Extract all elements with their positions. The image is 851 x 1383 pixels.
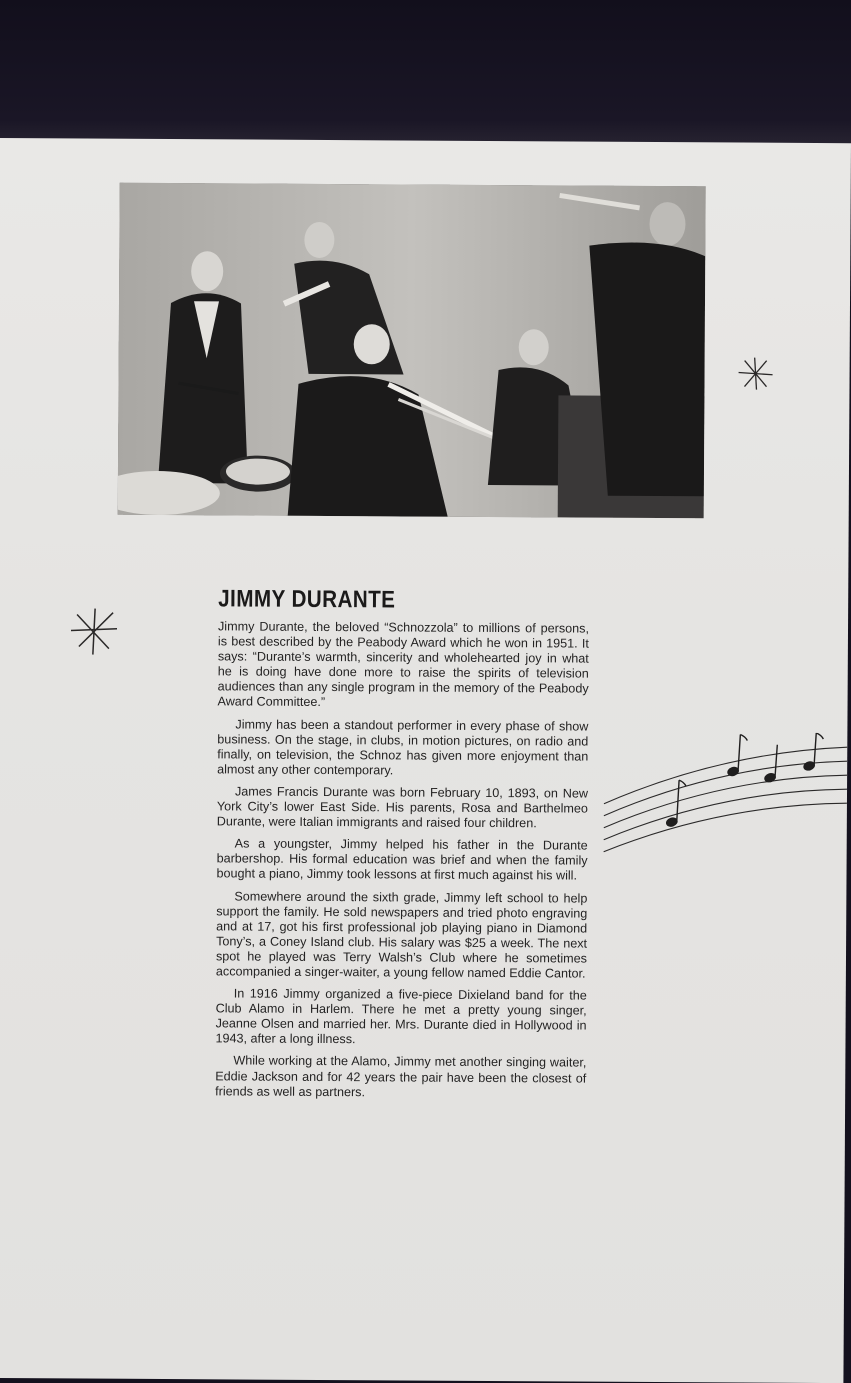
paragraph: While working at the Alamo, Jimmy met another singing waiter, Eddie Jackson and for 42 years the pair have been the closest of friends as well as partners. (215, 1053, 587, 1099)
paragraph: Jimmy has been a standout performer in every phase of show business. On the stage, in clubs, in motion pictures, on radio and finally, on television, the Schnoz has given more enjoyment than almost any other contemporary. (217, 717, 589, 778)
music-staff-icon (602, 732, 848, 863)
article-body (215, 619, 589, 1108)
paragraph: Somewhere around the sixth grade, Jimmy left school to help support the family. He sold newspapers and tried photo engraving and at 17, got his first professional job playing piano in Diamond Tony’s, a Coney Island club. His salary was $25 a week. The next spot he played was Terry Walsh’s Club where he sometimes accompanied a singer-waiter, a young fellow named Eddie Cantor. (215, 888, 588, 981)
dark-background (0, 0, 851, 150)
paragraph: James Francis Durante was born February 10, 1893, on New York City’s lower East Side. His parents, Rosa and Barthelmeo Durante, were Italian immigrants and raised four children. (216, 784, 589, 831)
starburst-icon (69, 606, 119, 656)
paragraph: Jimmy Durante, the beloved “Schnozzola” to millions of persons, is best described by the Peabody Award which he won in 1951. It says: “Durante’s warmth, sincerity and wholehearted joy in what he is doing have done more to raise the spirits of television audiences than any single program in the memory of the Peabody Award Committee.” (217, 619, 590, 710)
band-photo (118, 183, 706, 519)
article-title: JIMMY DURANTE (218, 585, 396, 614)
paragraph: As a youngster, Jimmy helped his father in the Durante barbershop. His formal education was brief and when the family bought a piano, Jimmy took lessons at first much against his will. (216, 836, 588, 883)
paragraph: In 1916 Jimmy organized a five-piece Dixieland band for the Club Alamo in Harlem. There he met a pretty young singer, Jeanne Olsen and married her. Mrs. Durante died in Hollywood in 1943, after a long illness. (215, 986, 587, 1047)
starburst-icon (736, 357, 774, 391)
band-photo-illustration (118, 183, 706, 519)
document-page (0, 138, 851, 1383)
